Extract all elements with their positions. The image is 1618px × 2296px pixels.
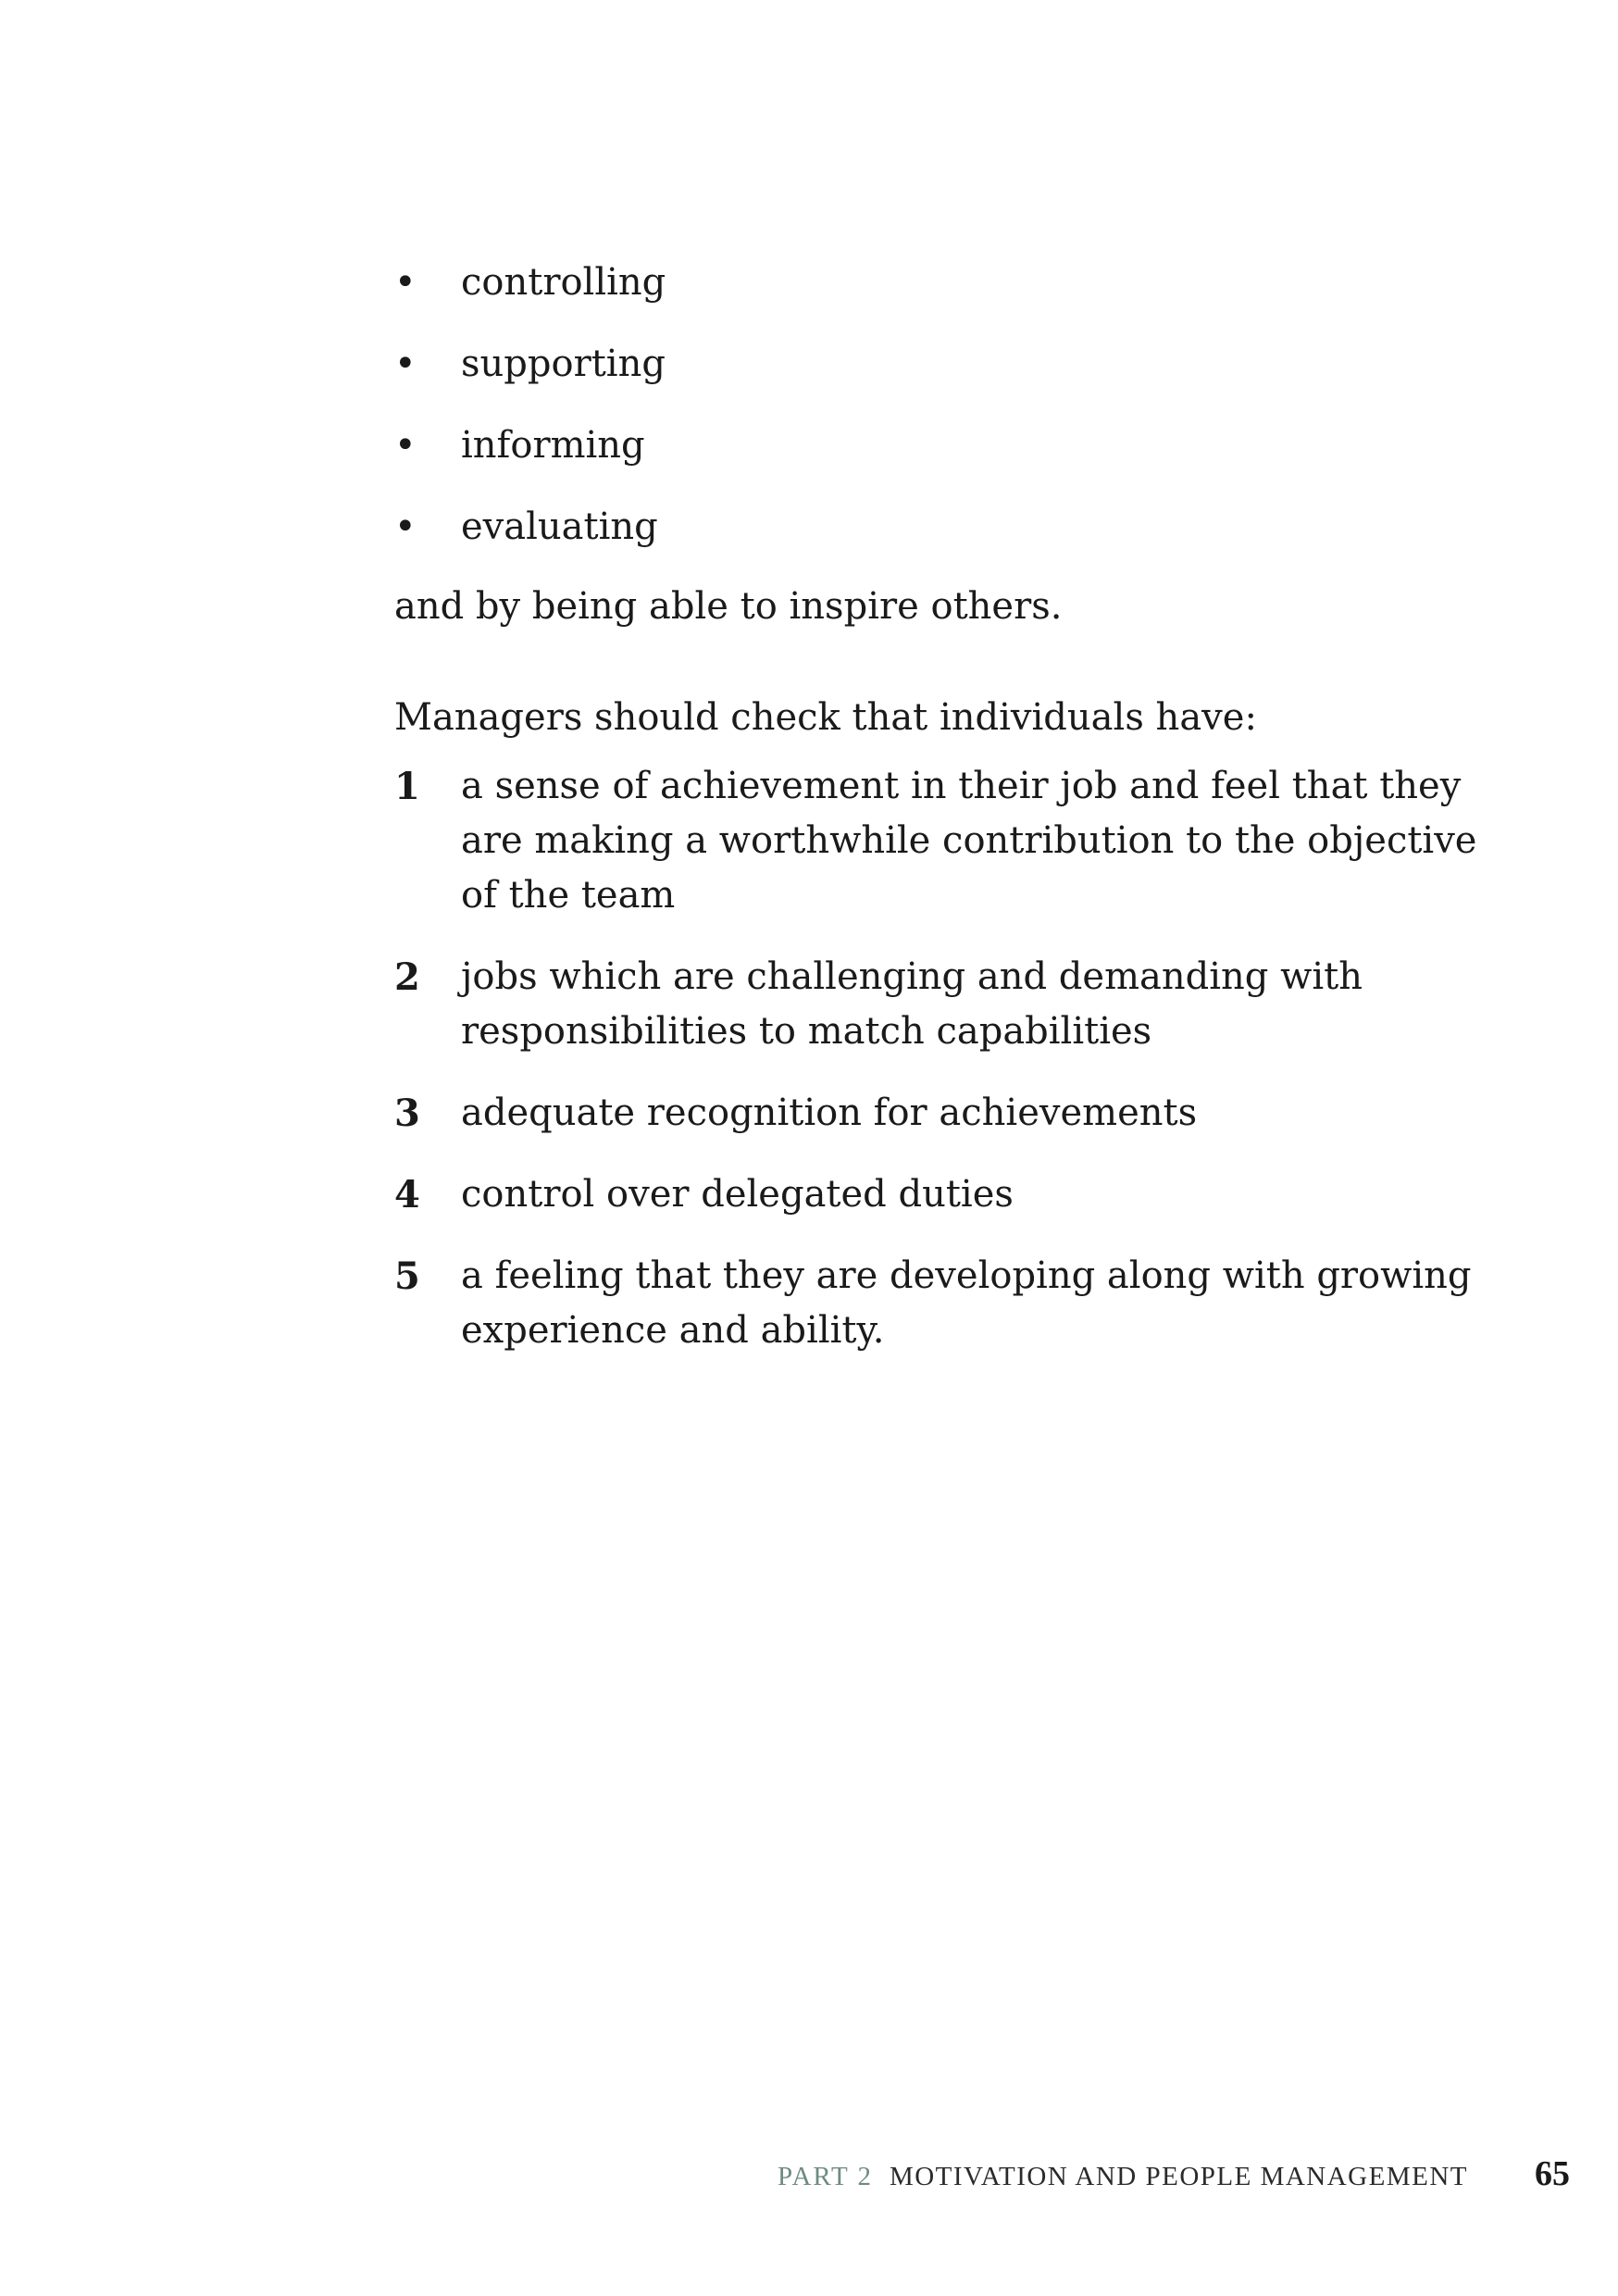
item-number: 4 bbox=[394, 1173, 420, 1217]
item-text: adequate recognition for achievements bbox=[461, 1092, 1198, 1134]
bullet-text: supporting bbox=[461, 343, 666, 385]
bullet-item bbox=[394, 337, 1477, 392]
bullet-text: informing bbox=[461, 424, 645, 467]
bullet-item bbox=[394, 500, 1477, 555]
numbered-item bbox=[394, 1249, 1477, 1358]
bullet-item bbox=[394, 418, 1477, 473]
item-number: 1 bbox=[394, 765, 420, 808]
item-text: control over delegated duties bbox=[461, 1173, 1014, 1216]
part-label: PART 2 bbox=[778, 2162, 873, 2191]
page-content bbox=[394, 256, 1477, 1385]
item-number: 3 bbox=[394, 1092, 420, 1135]
item-text: a feeling that they are developing along with growing experience and ability. bbox=[461, 1254, 1472, 1352]
section-title: MOTIVATION AND PEOPLE MANAGEMENT bbox=[889, 2162, 1468, 2191]
page-number: 65 bbox=[1535, 2154, 1570, 2193]
numbered-item bbox=[394, 1167, 1477, 1222]
bullet-marker: • bbox=[394, 343, 417, 385]
item-text: jobs which are challenging and demanding with responsibilities to match capabilities bbox=[461, 955, 1363, 1053]
bullet-marker: • bbox=[394, 261, 417, 304]
numbered-item bbox=[394, 759, 1477, 923]
bullet-text: evaluating bbox=[461, 505, 658, 548]
bullet-item bbox=[394, 256, 1477, 310]
closing-paragraph: and by being able to inspire others. bbox=[394, 585, 1063, 628]
numbered-list bbox=[394, 759, 1477, 1358]
bullet-marker: • bbox=[394, 505, 417, 548]
item-number: 5 bbox=[394, 1254, 420, 1298]
numbered-item bbox=[394, 950, 1477, 1059]
bullet-marker: • bbox=[394, 424, 417, 467]
numbered-item bbox=[394, 1086, 1477, 1141]
bullet-text: controlling bbox=[461, 261, 666, 304]
bullet-list bbox=[394, 256, 1477, 555]
item-number: 2 bbox=[394, 955, 420, 999]
running-footer bbox=[778, 2153, 1570, 2194]
item-text: a sense of achievement in their job and feel that they are making a worthwhile contribution to the objective of the team bbox=[461, 765, 1477, 917]
intro-paragraph: Managers should check that individuals have: bbox=[394, 696, 1257, 739]
